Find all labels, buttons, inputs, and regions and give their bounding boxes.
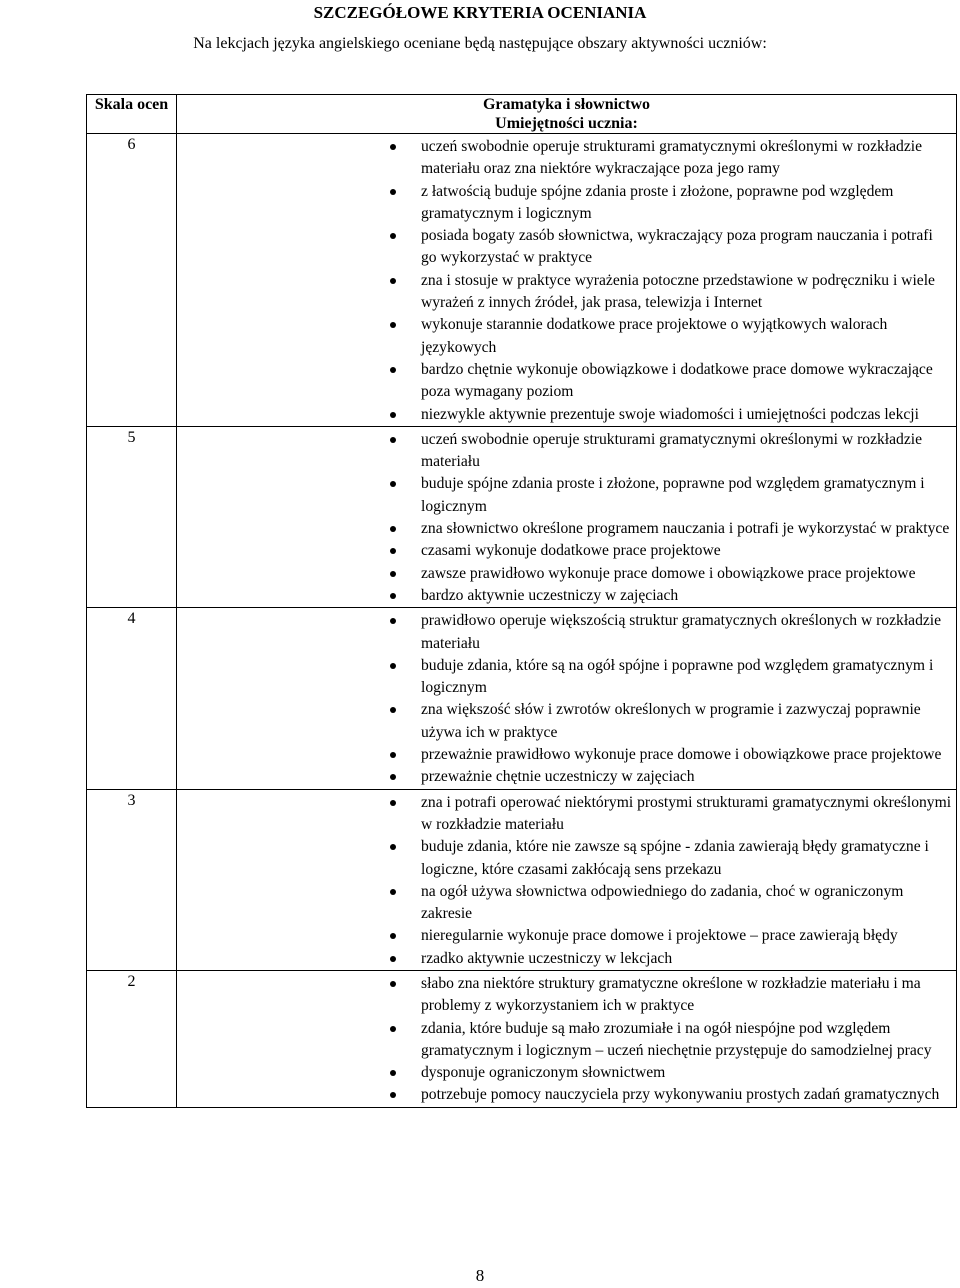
list-item: [177, 766, 952, 788]
list-item: [177, 225, 952, 270]
criteria-list: [177, 427, 956, 607]
criterion-text: prawidłowo operuje większością struktur gramatycznych określonych w rozkładzie materiału: [421, 612, 942, 652]
criterion-text: uczeń swobodnie operuje strukturami gramatycznymi określonymi w rozkładzie materiału: [421, 430, 923, 471]
criterion-text: rzadko aktywnie uczestniczy w lekcjach: [421, 949, 673, 967]
table-row: [87, 970, 957, 1107]
bullet-icon: [390, 707, 396, 713]
criterion-text: bardzo chętnie wykonuje obowiązkowe i dodatkowe prace domowe wykraczające poza wymagany poziom: [421, 360, 933, 401]
page-number: 8: [475, 1266, 485, 1285]
bullet-icon: [390, 322, 396, 328]
criterion-text: zawsze prawidłowo wykonuje prace domowe i obowiązkowe prace projektowe: [421, 564, 916, 582]
criterion-text: dysponuje ograniczonym słownictwem: [421, 1064, 666, 1082]
list-item: [177, 1062, 952, 1084]
criteria-list: [177, 134, 956, 426]
criterion-text: buduje zdania, które nie zawsze są spójne - zdania zawierają błędy gramatyczne i logiczne, które czasami zakłócają sens przekazu: [421, 838, 929, 878]
bullet-icon: [390, 800, 396, 806]
bullet-icon: [390, 1092, 396, 1098]
bullet-icon: [390, 189, 396, 195]
list-item: [177, 925, 952, 947]
list-item: [177, 744, 952, 766]
criterion-text: zna większość słów i zwrotów określonych w programie i zazwyczaj poprawnie używa ich w praktyce: [421, 701, 921, 741]
criterion-text: zna słownictwo określone programem nauczania i potrafi je wykorzystać w praktyce: [421, 520, 950, 538]
table-body: [87, 134, 957, 1108]
bullet-icon: [390, 618, 396, 624]
criterion-text: słabo zna niektóre struktury gramatyczne określone w rozkładzie materiału i ma problemy z wykorzystaniem ich w praktyce: [421, 974, 921, 1015]
list-item: [177, 973, 952, 1018]
scale-column-header: Skala ocen: [87, 95, 177, 134]
bullet-icon: [390, 571, 396, 577]
list-item: [177, 792, 952, 837]
criterion-text: potrzebuje pomocy nauczyciela przy wykonywaniu prostych zadań gramatycznych: [421, 1086, 940, 1104]
bullet-icon: [390, 774, 396, 780]
criteria-cell: [177, 426, 957, 607]
list-item: [177, 585, 952, 607]
list-item: [177, 404, 952, 426]
criteria-cell: [177, 134, 957, 427]
list-item: [177, 563, 952, 585]
criterion-text: przeważnie prawidłowo wykonuje prace domowe i obowiązkowe prace projektowe: [421, 746, 942, 764]
list-item: [177, 473, 952, 518]
bullet-icon: [390, 548, 396, 554]
list-item: [177, 1084, 952, 1106]
bullet-icon: [390, 663, 396, 669]
bullet-icon: [390, 437, 396, 443]
criterion-text: wykonuje starannie dodatkowe prace projektowe o wyjątkowych walorach językowych: [421, 316, 888, 356]
bullet-icon: [390, 956, 396, 962]
criteria-cell: [177, 608, 957, 789]
list-item: [177, 136, 952, 181]
criterion-text: czasami wykonuje dodatkowe prace projektowe: [421, 542, 721, 560]
bullet-icon: [390, 481, 396, 487]
table-header-row: [87, 95, 957, 134]
criteria-header-subtitle: Umiejętności ucznia:: [495, 115, 638, 132]
list-item: [177, 314, 952, 359]
criteria-list: [177, 790, 956, 970]
criterion-text: buduje spójne zdania proste i złożone, poprawne pod względem gramatycznym i logicznym: [421, 475, 925, 515]
criteria-list: [177, 971, 956, 1107]
grade-cell: 4: [87, 608, 177, 789]
list-item: [177, 948, 952, 970]
list-item: [177, 610, 952, 655]
bullet-icon: [390, 144, 396, 150]
bullet-icon: [390, 367, 396, 373]
criterion-text: bardzo aktywnie uczestniczy w zajęciach: [421, 586, 679, 604]
criterion-text: zdania, które buduje są mało zrozumiałe i na ogół niespójne pod względem gramatycznym i logicznym – uczeń niechętnie przystępuje do samodzielnej pracy: [421, 1019, 932, 1059]
criteria-list: [177, 608, 956, 788]
list-item: [177, 699, 952, 744]
bullet-icon: [390, 278, 396, 284]
bullet-icon: [390, 526, 396, 532]
table-row: [87, 789, 957, 970]
criteria-table: [86, 94, 957, 1108]
list-item: [177, 518, 952, 540]
bullet-icon: [390, 593, 396, 599]
table-row: [87, 426, 957, 607]
document-subtitle: Na lekcjach języka angielskiego oceniane będą następujące obszary aktywności uczniów:: [193, 35, 767, 52]
criteria-cell: [177, 970, 957, 1107]
bullet-icon: [390, 844, 396, 850]
table-row: [87, 608, 957, 789]
grade-cell: 6: [87, 134, 177, 427]
list-item: [177, 540, 952, 562]
criterion-text: zna i potrafi operować niektórymi prostymi strukturami gramatycznymi określonymi w rozkładzie materiału: [421, 793, 952, 833]
list-item: [177, 836, 952, 881]
bullet-icon: [390, 933, 396, 939]
bullet-icon: [390, 981, 396, 987]
criterion-text: uczeń swobodnie operuje strukturami gramatycznymi określonymi w rozkładzie materiału oraz zna niektóre wykraczające poza jego ramy: [421, 138, 923, 178]
list-item: [177, 181, 952, 226]
grade-cell: 3: [87, 789, 177, 970]
criterion-text: posiada bogaty zasób słownictwa, wykraczający poza program nauczania i potrafi go wykorzystać w praktyce: [421, 227, 933, 267]
criterion-text: zna i stosuje w praktyce wyrażenia potoczne przedstawione w podręczniku i wiele wyrażeń z innych źródeł, jak prasa, telewizja i Internet: [421, 271, 935, 312]
list-item: [177, 270, 952, 315]
criterion-text: nieregularnie wykonuje prace domowe i projektowe – prace zawierają błędy: [421, 927, 898, 945]
grade-cell: 5: [87, 426, 177, 607]
list-item: [177, 655, 952, 700]
criterion-text: buduje zdania, które są na ogół spójne i poprawne pod względem gramatycznym i logicznym: [421, 656, 934, 697]
list-item: [177, 429, 952, 474]
list-item: [177, 881, 952, 926]
bullet-icon: [390, 412, 396, 418]
list-item: [177, 359, 952, 404]
grade-cell: 2: [87, 970, 177, 1107]
bullet-icon: [390, 1070, 396, 1076]
table-row: [87, 134, 957, 427]
criterion-text: przeważnie chętnie uczestniczy w zajęciach: [421, 768, 695, 786]
bullet-icon: [390, 752, 396, 758]
criterion-text: z łatwością buduje spójne zdania proste i złożone, poprawne pod względem gramatycznym i logicznym: [421, 182, 894, 222]
bullet-icon: [390, 1026, 396, 1032]
criterion-text: na ogół używa słownictwa odpowiedniego do zadania, choć w ograniczonym zakresie: [421, 882, 904, 923]
list-item: [177, 1018, 952, 1063]
criteria-column-header: [177, 95, 957, 134]
document-title: SZCZEGÓŁOWE KRYTERIA OCENIANIA: [313, 3, 647, 22]
criteria-header-title: Gramatyka i słownictwo: [482, 96, 651, 113]
bullet-icon: [390, 233, 396, 239]
bullet-icon: [390, 889, 396, 895]
criterion-text: niezwykle aktywnie prezentuje swoje wiadomości i umiejętności podczas lekcji: [421, 405, 919, 423]
criteria-cell: [177, 789, 957, 970]
